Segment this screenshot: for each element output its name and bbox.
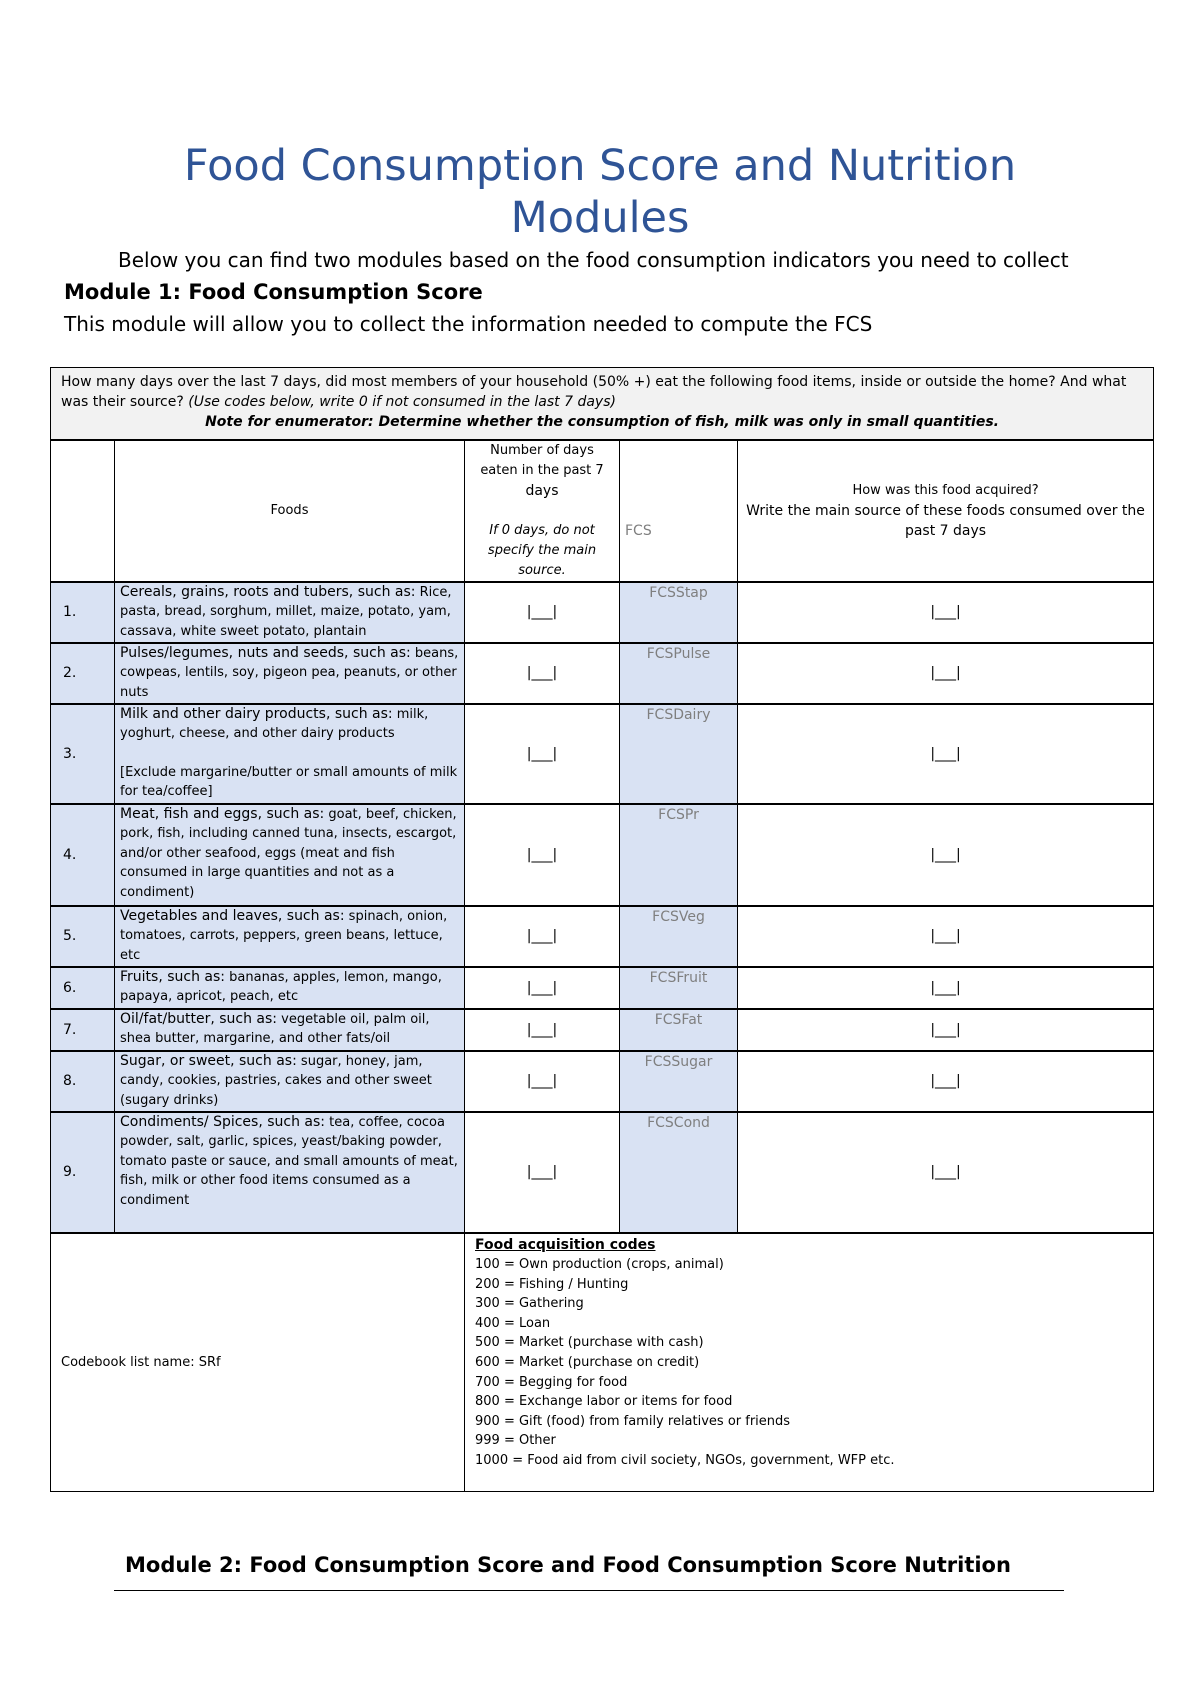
food-items: vegetable oil, palm oil, shea butter, margarine, and other fats/oil (120, 1011, 430, 1046)
codebook-row (51, 1233, 1154, 1492)
codes-title: Food acquisition codes (475, 1236, 656, 1253)
food-note: [Exclude margarine/butter or small amounts of milk for tea/coffee] (120, 764, 458, 799)
intro-text: Below you can find two modules based on the food consumption indicators you need to collect (118, 248, 1069, 272)
row-number: 5. (51, 906, 115, 967)
food-items: milk, yoghurt, cheese, and other dairy products (120, 706, 429, 741)
table-row (51, 804, 1154, 906)
source-field[interactable]: |___| (738, 804, 1154, 906)
food-description (115, 704, 465, 804)
question-cell (51, 368, 1154, 440)
food-items: beans, cowpeas, lentils, soy, pigeon pea, peanuts, or other nuts (120, 645, 459, 700)
source-field[interactable]: |___| (738, 906, 1154, 967)
page-title (0, 140, 1200, 244)
acquisition-codes (465, 1233, 1154, 1492)
food-items: Rice, pasta, bread, sorghum, millet, maize, potato, yam, cassava, white sweet potato, plantain (120, 584, 452, 639)
table-row (51, 704, 1154, 804)
fcs-variable: FCSFat (620, 1009, 738, 1051)
header-foods: Foods (115, 440, 465, 582)
fcs-variable: FCSCond (620, 1112, 738, 1233)
source-field[interactable]: |___| (738, 643, 1154, 704)
row-number: 3. (51, 704, 115, 804)
fcs-variable: FCSDairy (620, 704, 738, 804)
code-item: 500 = Market (purchase with cash) (475, 1335, 704, 1351)
food-description (115, 1051, 465, 1112)
food-description (115, 1112, 465, 1233)
code-item: 999 = Other (475, 1433, 556, 1449)
row-number: 7. (51, 1009, 115, 1051)
food-group: Pulses/legumes, nuts and seeds, such as: (120, 644, 411, 661)
fcs-variable: FCSVeg (620, 906, 738, 967)
row-number: 9. (51, 1112, 115, 1233)
source-field[interactable]: |___| (738, 582, 1154, 643)
days-field[interactable]: |___| (465, 1051, 620, 1112)
table-row (51, 967, 1154, 1009)
header-days-line2: days (525, 482, 559, 499)
food-group: Vegetables and leaves, such as: (120, 907, 345, 924)
days-field[interactable]: |___| (465, 704, 620, 804)
days-field[interactable]: |___| (465, 582, 620, 643)
page-title-line1: Food Consumption Score and Nutrition (183, 141, 1017, 191)
days-field[interactable]: |___| (465, 804, 620, 906)
food-group: Cereals, grains, roots and tubers, such as: (120, 583, 416, 600)
module1-heading: Module 1: Food Consumption Score (64, 280, 483, 304)
code-item: 100 = Own production (crops, animal) (475, 1257, 724, 1273)
fcs-variable: FCSPr (620, 804, 738, 906)
header-acquired-line1: How was this food acquired? (852, 482, 1039, 498)
table-row (51, 1009, 1154, 1051)
source-field[interactable]: |___| (738, 1051, 1154, 1112)
row-number: 2. (51, 643, 115, 704)
food-group: Condiments/ Spices, such as: (120, 1113, 326, 1130)
row-number: 1. (51, 582, 115, 643)
code-item: 700 = Begging for food (475, 1374, 628, 1390)
module2-underline (114, 1590, 1064, 1591)
food-description (115, 643, 465, 704)
code-item: 200 = Fishing / Hunting (475, 1276, 629, 1292)
row-number: 6. (51, 967, 115, 1009)
code-item: 300 = Gathering (475, 1296, 584, 1312)
food-group: Meat, fish and eggs, such as: (120, 805, 325, 822)
question-instruction: (Use codes below, write 0 if not consumed in the last 7 days) (188, 394, 616, 410)
header-fcs: FCS (620, 440, 738, 582)
food-items: goat, beef, chicken, pork, fish, including canned tuna, insects, escargot, and/or other seafood, eggs (meat and fish consumed in large quantities and not as a condiment) (120, 806, 457, 900)
food-description (115, 582, 465, 643)
table-row (51, 906, 1154, 967)
header-days (465, 440, 620, 582)
days-field[interactable]: |___| (465, 906, 620, 967)
code-item: 900 = Gift (food) from family relatives or friends (475, 1413, 791, 1429)
source-field[interactable]: |___| (738, 1112, 1154, 1233)
question-text: How many days over the last 7 days, did most members of your household (50% +) eat the following food items, inside or outside the home? And what was their source? (61, 374, 1127, 410)
days-field[interactable]: |___| (465, 1009, 620, 1051)
row-number: 8. (51, 1051, 115, 1112)
module1-description: This module will allow you to collect the information needed to compute the FCS (64, 312, 873, 336)
food-description (115, 1009, 465, 1051)
food-items: sugar, honey, jam, candy, cookies, pastries, cakes and other sweet (sugary drinks) (120, 1053, 432, 1108)
days-field[interactable]: |___| (465, 1112, 620, 1233)
code-item: 1000 = Food aid from civil society, NGOs, government, WFP etc. (475, 1453, 895, 1469)
food-group: Oil/fat/butter, such as: (120, 1010, 278, 1027)
row-number: 4. (51, 804, 115, 906)
food-description (115, 804, 465, 906)
code-item: 400 = Loan (475, 1315, 551, 1331)
table-row (51, 1112, 1154, 1233)
table-row (51, 1051, 1154, 1112)
module2-heading: Module 2: Food Consumption Score and Food Consumption Score Nutrition (125, 1553, 1011, 1577)
fcs-variable: FCSPulse (620, 643, 738, 704)
food-description (115, 967, 465, 1009)
page-title-line2: Modules (510, 193, 690, 243)
food-description (115, 906, 465, 967)
fcs-variable: FCSSugar (620, 1051, 738, 1112)
code-item: 600 = Market (purchase on credit) (475, 1355, 700, 1371)
fcs-variable: FCSStap (620, 582, 738, 643)
table-row (51, 582, 1154, 643)
fcs-form-table (50, 367, 1154, 1492)
source-field[interactable]: |___| (738, 967, 1154, 1009)
fcs-variable: FCSFruit (620, 967, 738, 1009)
food-items: spinach, onion, tomatoes, carrots, peppers, green beans, lettuce, etc (120, 908, 448, 963)
header-number (51, 440, 115, 582)
food-items: tea, coffee, cocoa powder, salt, garlic, spices, yeast/baking powder, tomato paste or sauce, and small amounts of meat, fish, milk or other food items consumed as a condiment (120, 1114, 458, 1208)
header-acquired-line2: Write the main source of these foods consumed over the past 7 days (746, 502, 1145, 539)
codebook-label: Codebook list name: SRf (51, 1233, 465, 1492)
code-item: 800 = Exchange labor or items for food (475, 1394, 733, 1410)
food-items: bananas, apples, lemon, mango, papaya, apricot, peach, etc (120, 969, 442, 1004)
table-row (51, 643, 1154, 704)
food-group: Fruits, such as: (120, 968, 226, 985)
header-acquired (738, 440, 1154, 582)
food-group: Milk and other dairy products, such as: (120, 705, 393, 722)
enumerator-note: Note for enumerator: Determine whether the consumption of fish, milk was only in small quantities. (205, 414, 999, 430)
days-field[interactable]: |___| (465, 643, 620, 704)
source-field[interactable]: |___| (738, 1009, 1154, 1051)
days-field[interactable]: |___| (465, 967, 620, 1009)
source-field[interactable]: |___| (738, 704, 1154, 804)
header-days-line1: Number of days eaten in the past 7 (480, 442, 604, 478)
food-group: Sugar, or sweet, such as: (120, 1052, 297, 1069)
header-days-note: If 0 days, do not specify the main source. (487, 522, 597, 578)
